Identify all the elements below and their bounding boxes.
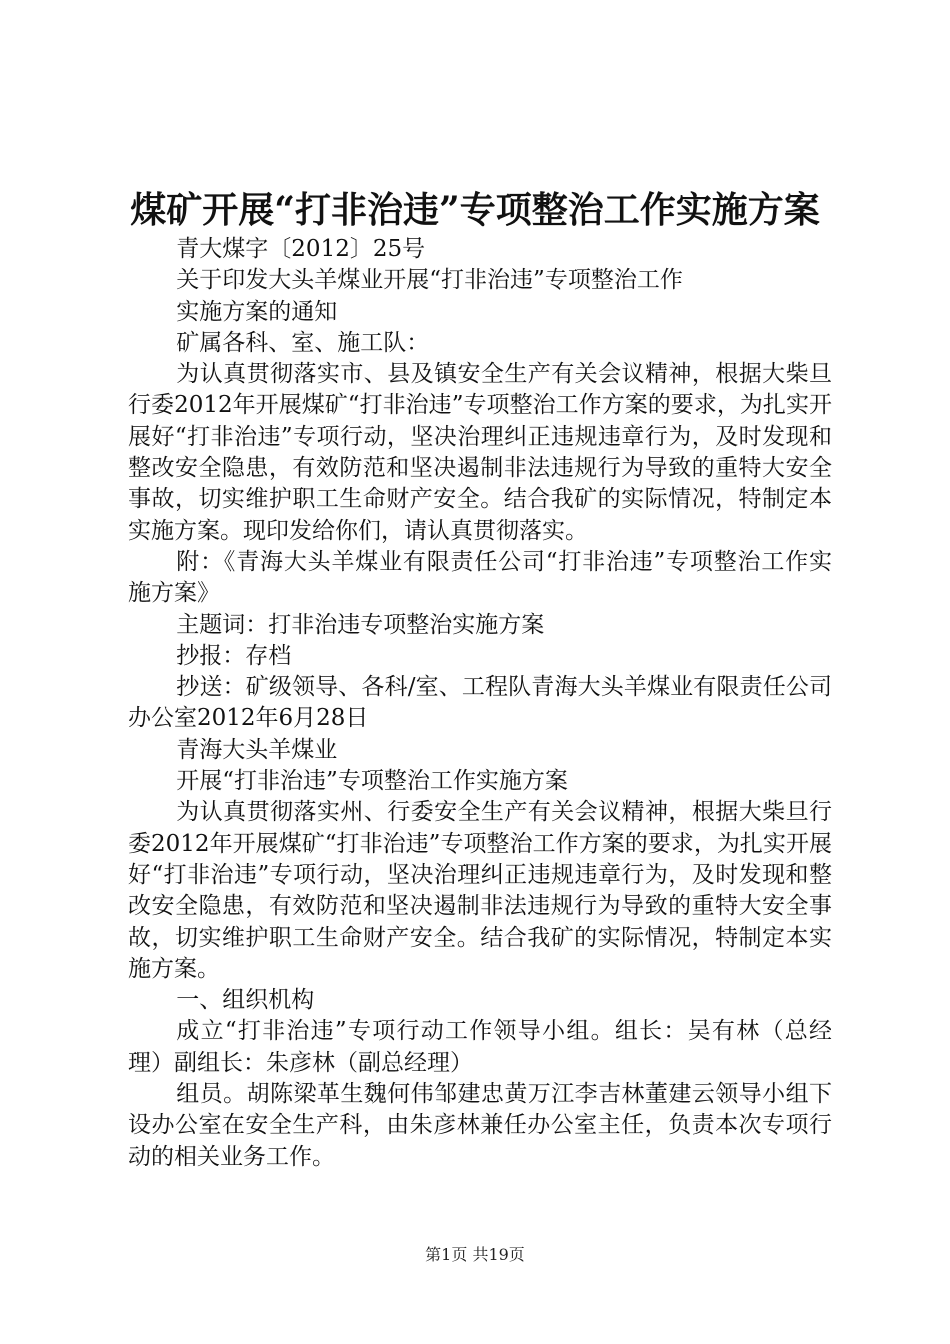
plan-title: 开展“打非治违”专项整治工作实施方案 [176, 768, 568, 795]
notice-title-line1: 关于印发大头羊煤业开展“打非治违”专项整治工作 [176, 267, 683, 294]
section-heading-organization: 一、组织机构 [176, 987, 315, 1014]
document-title: 煤矿开展“打非治违”专项整治工作实施方案 [130, 189, 820, 231]
leadership-group: 成立“打非治违”专项行动工作领导小组。组长：吴有林（总经理）副组长：朱彦林（副总经理） [128, 1018, 832, 1076]
plan-intro-paragraph: 为认真贯彻落实州、行委安全生产有关会议精神，根据大柴旦行委2012年开展煤矿“打非治违”专项整治工作方案的要求，为扎实开展好“打非治违”专项行动，坚决治理纠正违规违章行为，及时发现和整改安全隐患，有效防范和坚决遏制非法违规行为导致的重特大安全事故，切实维护职工生命财产安全。结合我矿的实际情况，特制定本实施方案。 [128, 799, 832, 982]
copy-to: 抄送：矿级领导、各科/室、工程队青海大头羊煤业有限责任公司办公室2012年6月28日 [128, 674, 832, 732]
recipients: 矿属各科、室、施工队： [176, 329, 430, 356]
subject-words: 主题词：打非治违专项整治实施方案 [176, 611, 545, 638]
report-to: 抄报：存档 [176, 642, 292, 669]
company-name: 青海大头羊煤业 [176, 736, 338, 763]
page-footer: 第1页 共19页 [425, 1245, 525, 1264]
notice-paragraph: 为认真贯彻落实市、县及镇安全生产有关会议精神，根据大柴旦行委2012年开展煤矿“打非治违”专项整治工作方案的要求，为扎实开展好“打非治违”专项行动，坚决治理纠正违规违章行为，及时发现和整改安全隐患，有效防范和坚决遏制非法违规行为导致的重特大安全事故，切实维护职工生命财产安全。结合我矿的实际情况，特制定本实施方案。现印发给你们，请认真贯彻落实。 [128, 361, 832, 544]
group-members: 组员。胡陈梁革生魏何伟邹建忠黄万江李吉林董建云领导小组下设办公室在安全生产科，由朱彦林兼任办公室主任，负责本次专项行动的相关业务工作。 [128, 1081, 832, 1170]
doc-number: 青大煤字〔2012〕25号 [176, 236, 426, 262]
attachment-line: 附：《青海大头羊煤业有限责任公司“打非治违”专项整治工作实施方案》 [128, 548, 832, 607]
notice-title-line2: 实施方案的通知 [176, 298, 338, 325]
document-body [128, 234, 832, 1173]
